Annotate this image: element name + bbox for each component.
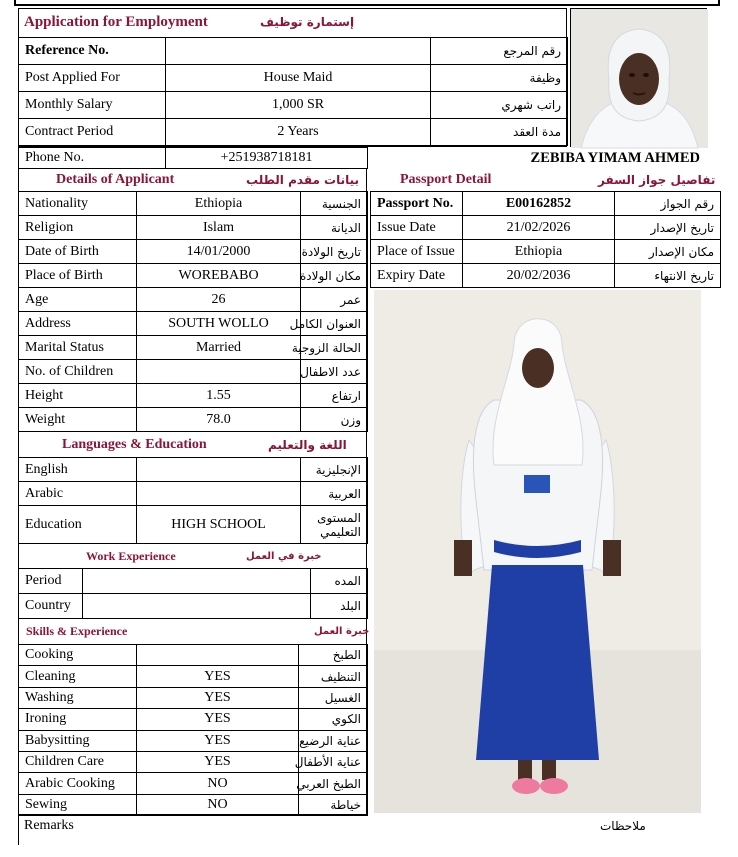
- details.rows-row: [19, 264, 368, 288]
- passport.rows-label-arabic: تاريخ الانتهاء: [615, 264, 721, 288]
- skills.rows-value: YES: [137, 730, 299, 751]
- skills.rows-label-arabic: عناية الأطفال: [299, 751, 368, 772]
- skills.rows-row: [19, 751, 368, 772]
- work.rows-label-arabic: البلد: [311, 594, 368, 619]
- details.rows-label: Nationality: [19, 192, 137, 216]
- details.rows-label: Place of Birth: [19, 264, 137, 288]
- details.rows-label-arabic: عدد الاطفال: [301, 360, 368, 384]
- languages.rows-label-arabic: العربية: [301, 482, 368, 506]
- passport.rows-row: [371, 216, 721, 240]
- languages.rows-row: [19, 458, 368, 482]
- top_rows-label: Reference No.: [19, 38, 166, 65]
- passport.rows-row: [371, 192, 721, 216]
- details.rows-label: Weight: [19, 408, 137, 432]
- details.rows-row: [19, 240, 368, 264]
- skills.rows-label-arabic: الكوي: [299, 709, 368, 730]
- details.rows-value: 78.0: [137, 408, 301, 432]
- passport-table: [370, 191, 721, 288]
- top_rows-value: House Maid: [166, 65, 431, 92]
- details.rows-value: Islam: [137, 216, 301, 240]
- details.rows-label-arabic: العنوان الكامل: [301, 312, 368, 336]
- passport.rows-value: Ethiopia: [463, 240, 615, 264]
- skills.rows-row: [19, 666, 368, 687]
- details.rows-label-arabic: وزن: [301, 408, 368, 432]
- remarks-label: Remarks: [24, 818, 74, 833]
- details.rows-row: [19, 312, 368, 336]
- work.rows-label-arabic: المده: [311, 569, 368, 594]
- skills.rows-label: Children Care: [19, 751, 137, 772]
- passport.rows-value: 21/02/2026: [463, 216, 615, 240]
- top_rows-value: 2 Years: [166, 119, 431, 146]
- passport.rows-label: Passport No.: [371, 192, 463, 216]
- work-table: [18, 568, 368, 619]
- details.rows-row: [19, 192, 368, 216]
- languages-heading: Languages & Education اللغة والتعليم: [62, 437, 347, 452]
- top_rows-row: [19, 38, 568, 65]
- skills.rows-value: NO: [137, 773, 299, 794]
- skills.rows-row: [19, 645, 368, 666]
- top_rows-label-arabic: راتب شهري: [431, 92, 568, 119]
- passport.rows-label-arabic: رقم الجواز: [615, 192, 721, 216]
- top_rows-label-arabic: وظيفة: [431, 65, 568, 92]
- skills-heading: Skills & Experience خبرة العمل: [26, 623, 370, 638]
- top_rows-label: Monthly Salary: [19, 92, 166, 119]
- skills.rows-label-arabic: خياطة: [299, 794, 368, 815]
- details.rows-row: [19, 384, 368, 408]
- full-body-photo: [374, 290, 701, 813]
- skills.rows-value: YES: [137, 751, 299, 772]
- remarks-left-border: [18, 815, 19, 845]
- passport.rows-row: [371, 240, 721, 264]
- top_rows-label-arabic: مدة العقد: [431, 119, 568, 146]
- top_rows-row: [19, 92, 568, 119]
- skills.rows-row: [19, 794, 368, 815]
- skills.rows-value: YES: [137, 709, 299, 730]
- languages.rows-label: Education: [19, 506, 137, 544]
- form-title-arabic: إستمارة توظيف: [260, 15, 355, 29]
- passport.rows-value: 20/02/2036: [463, 264, 615, 288]
- details.rows-label-arabic: الحالة الزوجية: [301, 336, 368, 360]
- skills.rows-row: [19, 687, 368, 708]
- top_rows-label: Contract Period: [19, 119, 166, 146]
- passport.rows-label-arabic: مكان الإصدار: [615, 240, 721, 264]
- details.rows-value: 26: [137, 288, 301, 312]
- passport.rows-label-arabic: تاريخ الإصدار: [615, 216, 721, 240]
- languages.rows-row: [19, 482, 368, 506]
- details.rows-value: [137, 360, 301, 384]
- skills.rows-label-arabic: التنظيف: [299, 666, 368, 687]
- skills.rows-value: NO: [137, 794, 299, 815]
- details.rows-value: 14/01/2000: [137, 240, 301, 264]
- top_rows-row: [19, 119, 568, 146]
- top_rows-row: [19, 65, 568, 92]
- languages.rows-label: English: [19, 458, 137, 482]
- passport.rows-label: Issue Date: [371, 216, 463, 240]
- phone-value: +251938718181: [166, 148, 368, 169]
- languages.rows-row: [19, 506, 368, 544]
- details.rows-row: [19, 288, 368, 312]
- languages.rows-label-arabic: المستوى التعليمي: [301, 506, 368, 544]
- passport.rows-value: E00162852: [463, 192, 615, 216]
- details.rows-label: Address: [19, 312, 137, 336]
- languages.rows-value: [137, 482, 301, 506]
- skills.rows-label: Cleaning: [19, 666, 137, 687]
- skills.rows-label-arabic: الغسيل: [299, 687, 368, 708]
- passport.rows-label: Place of Issue: [371, 240, 463, 264]
- details.rows-label-arabic: مكان الولادة: [301, 264, 368, 288]
- passport-heading: Passport Detail تفاصيل جواز السفر: [400, 172, 716, 187]
- details.rows-value: Ethiopia: [137, 192, 301, 216]
- top_rows-label-arabic: رقم المرجع: [431, 38, 568, 65]
- skills.rows-row: [19, 709, 368, 730]
- skills.rows-label: Babysitting: [19, 730, 137, 751]
- skills.rows-label-arabic: الطبخ العربي: [299, 773, 368, 794]
- skills.rows-row: [19, 730, 368, 751]
- work.rows-value: [83, 594, 311, 619]
- skills-table: [18, 644, 368, 816]
- details.rows-label: Age: [19, 288, 137, 312]
- passport.rows-label: Expiry Date: [371, 264, 463, 288]
- details.rows-row: [19, 216, 368, 240]
- phone-label: Phone No.: [19, 148, 166, 169]
- portrait-photo: [570, 8, 707, 147]
- languages-table: [18, 457, 368, 544]
- applicant-name: ZEBIBA YIMAM AHMED: [530, 149, 700, 166]
- details.rows-label-arabic: ارتفاع: [301, 384, 368, 408]
- skills.rows-label: Arabic Cooking: [19, 773, 137, 794]
- details.rows-label: Marital Status: [19, 336, 137, 360]
- details.rows-label: Date of Birth: [19, 240, 137, 264]
- details.rows-label: Religion: [19, 216, 137, 240]
- top_rows-label: Post Applied For: [19, 65, 166, 92]
- details.rows-value: WOREBABO: [137, 264, 301, 288]
- skills.rows-value: YES: [137, 666, 299, 687]
- work.rows-row: [19, 594, 368, 619]
- details.rows-row: [19, 336, 368, 360]
- skills.rows-value: YES: [137, 687, 299, 708]
- skills.rows-label-arabic: الطبخ: [299, 645, 368, 666]
- work-heading: Work Experience خبرة في العمل: [86, 548, 322, 563]
- remarks-label-arabic: ملاحظات: [600, 819, 646, 833]
- work.rows-label: Period: [19, 569, 83, 594]
- details.rows-label-arabic: الجنسية: [301, 192, 368, 216]
- details.rows-label-arabic: عمر: [301, 288, 368, 312]
- skills.rows-label: Washing: [19, 687, 137, 708]
- top_rows-value: [166, 38, 431, 65]
- details.rows-label: No. of Children: [19, 360, 137, 384]
- skills.rows-label: Cooking: [19, 645, 137, 666]
- details.rows-row: [19, 408, 368, 432]
- details.rows-value: Married: [137, 336, 301, 360]
- details.rows-value: SOUTH WOLLO: [137, 312, 301, 336]
- languages.rows-value: [137, 458, 301, 482]
- phone-table: [18, 147, 368, 169]
- details.rows-value: 1.55: [137, 384, 301, 408]
- form-title: Application for Employment: [24, 13, 208, 30]
- skills.rows-label: Ironing: [19, 709, 137, 730]
- languages.rows-value: HIGH SCHOOL: [137, 506, 301, 544]
- work.rows-row: [19, 569, 368, 594]
- details.rows-row: [19, 360, 368, 384]
- languages.rows-label-arabic: الإنجليزية: [301, 458, 368, 482]
- skills.rows-label-arabic: عناية الرضيع: [299, 730, 368, 751]
- top_rows-value: 1,000 SR: [166, 92, 431, 119]
- details.rows-label-arabic: تاريخ الولادة: [301, 240, 368, 264]
- skills.rows-value: [137, 645, 299, 666]
- top-border: [14, 0, 720, 6]
- skills.rows-label: Sewing: [19, 794, 137, 815]
- details-table: [18, 191, 368, 432]
- work.rows-value: [83, 569, 311, 594]
- passport.rows-row: [371, 264, 721, 288]
- details.rows-label-arabic: الديانة: [301, 216, 368, 240]
- work.rows-label: Country: [19, 594, 83, 619]
- skills.rows-row: [19, 773, 368, 794]
- details-heading: Details of Applicant بيانات مقدم الطلب: [56, 172, 360, 187]
- top-info-table: [18, 37, 568, 146]
- languages.rows-label: Arabic: [19, 482, 137, 506]
- details.rows-label: Height: [19, 384, 137, 408]
